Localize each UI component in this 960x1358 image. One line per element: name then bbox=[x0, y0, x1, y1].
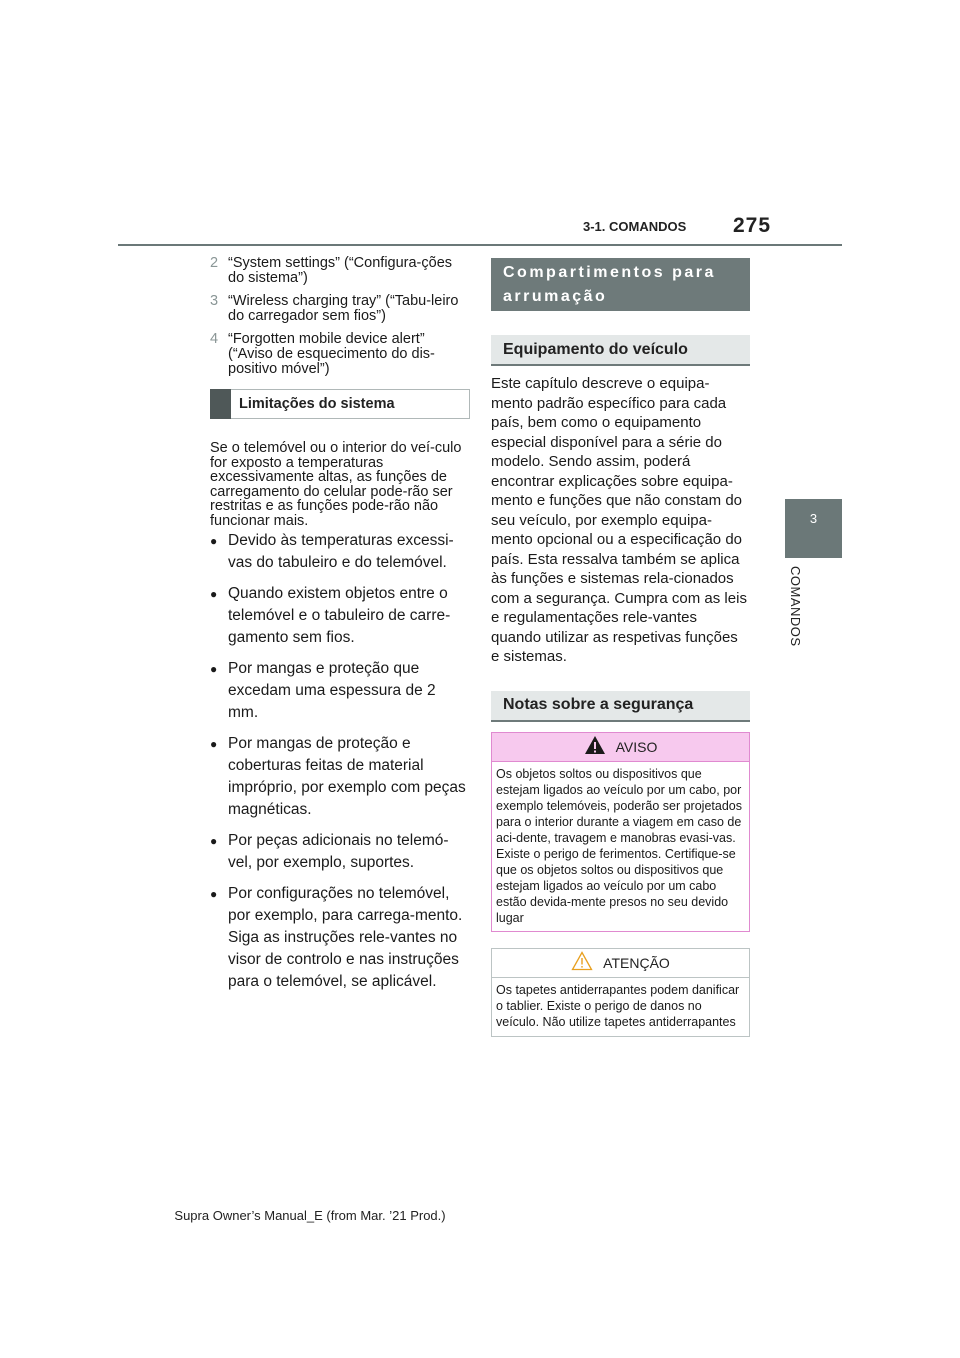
subheading-safety: Notas sobre a segurança bbox=[491, 691, 750, 722]
caution-text: Os tapetes antiderrapantes podem danificar o tablier. Existe o perigo de danos no veículo. Não utilize tapetes antiderrapantes bbox=[496, 982, 740, 1029]
step-item bbox=[210, 256, 470, 286]
step-text: “Wireless charging tray” (“Tabu-leiro do carregador sem fios”) bbox=[228, 293, 459, 324]
section-header: 3-1. COMANDOS bbox=[583, 219, 687, 234]
step-text: “Forgotten mobile device alert” (“Aviso de esquecimento do dis-positivo móvel”) bbox=[228, 331, 435, 377]
subheading-bar bbox=[210, 389, 231, 419]
warning-title: AVISO bbox=[615, 738, 658, 755]
list-item: ● Por mangas e proteção que excedam uma espessura de 2 mm. bbox=[210, 658, 470, 724]
right-column bbox=[491, 258, 750, 1037]
body-paragraph: Se o telemóvel ou o interior do veí-culo for exposto a temperaturas excessivamente altas, as funções de carregamento do celular pode-rão ser restritas e as funções pode-rão não funcionar mais. bbox=[210, 440, 462, 529]
chapter-tab: 3 bbox=[785, 499, 842, 558]
list-item: ● Por mangas de proteção e coberturas feitas de material impróprio, por exemplo com peças magnéticas. bbox=[210, 733, 470, 821]
step-item bbox=[210, 294, 470, 324]
step-text: “System settings” (“Configura-ções do sistema”) bbox=[228, 255, 453, 286]
list-item: ● Quando existem objetos entre o telemóvel e o tabuleiro de carre-gamento sem fios. bbox=[210, 583, 470, 649]
left-column bbox=[210, 256, 470, 1002]
body-paragraph: Este capítulo descreve o equipa-mento padrão específico para cada país, bem como o equipamento especial disponível para a série do modelo. Sendo assim, poderá encontrar explicações sobre equipa-mento e funções que não constam do seu veículo, por exemplo equipa-mento opcional ou a especificação do país. Esta ressalva também se aplica às funções e sistemas rela-cionados com a segurança. Cumpra com as leis e regulamentações rele-vantes quando utilizar as respetivas funções e sistemas. bbox=[491, 375, 747, 665]
chapter-label bbox=[770, 566, 830, 676]
footer-text: Supra Owner’s Manual_E (from Mar. ’21 Prod.) bbox=[174, 1208, 446, 1223]
header-rule bbox=[118, 244, 842, 246]
step-number: 2 bbox=[210, 255, 219, 271]
step-item bbox=[210, 332, 470, 377]
warning-header bbox=[492, 733, 749, 762]
list-item: ● Por peças adicionais no telemó-vel, por exemplo, suportes. bbox=[210, 830, 470, 874]
caution-box bbox=[491, 948, 750, 1037]
caution-triangle-icon bbox=[571, 951, 593, 974]
list-item: ● Por configurações no telemóvel, por exemplo, para carrega-mento. Siga as instruções rele-vantes no visor de controlo e nas instruções para o telemóvel, se aplicável. bbox=[210, 883, 470, 993]
chapter-label-text: COMANDOS bbox=[788, 566, 803, 647]
warning-text: Os objetos soltos ou dispositivos que estejam ligados ao veículo por um cabo, por exemplo telemóveis, poderão ser projetados para o interior durante a viagem em caso de aci-dente, travagem e manobras evasi-vas. Existe o perigo de ferimentos. Certifique-se que os objetos soltos ou dispositivos que estejam ligados ao veículo por um cabo estão devida-mente presos no seu devido lugar bbox=[496, 766, 742, 925]
caution-header bbox=[492, 949, 749, 978]
section-title: Compartimentos para arrumação bbox=[491, 258, 750, 311]
step-number: 4 bbox=[210, 331, 219, 347]
bullet-list bbox=[210, 530, 470, 993]
list-item: ● Devido às temperaturas excessi-vas do tabuleiro e do telemóvel. bbox=[210, 530, 470, 574]
subheading-equipment: Equipamento do veículo bbox=[491, 335, 750, 366]
page-number: 275 bbox=[733, 214, 772, 237]
warning-triangle-icon bbox=[584, 735, 606, 758]
subheading-text: Limitações do sistema bbox=[239, 396, 395, 412]
subheading-limitations bbox=[210, 389, 470, 419]
step-number: 3 bbox=[210, 293, 219, 309]
warning-box bbox=[491, 732, 750, 932]
caution-title: ATENÇÃO bbox=[603, 954, 670, 971]
